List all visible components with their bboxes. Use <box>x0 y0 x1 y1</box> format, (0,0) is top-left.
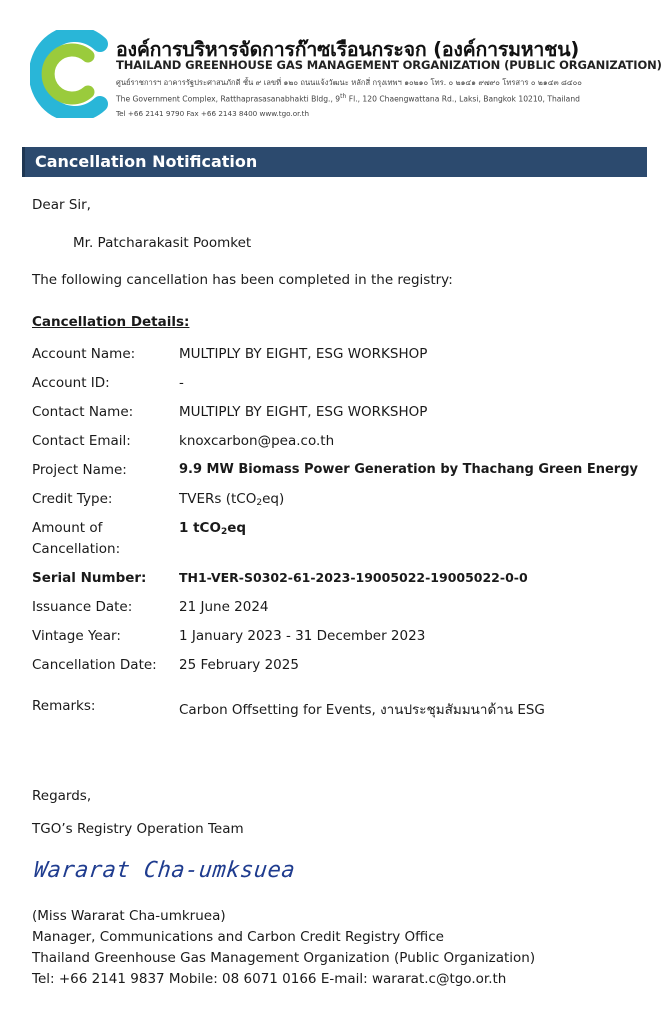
recipient-name: Mr. Patcharakasit Poomket <box>73 235 252 251</box>
remarks-label: Remarks: <box>32 698 96 714</box>
intro-text: The following cancellation has been completed in the registry: <box>32 272 453 288</box>
credit-type-label: Credit Type: <box>32 491 113 507</box>
handwritten-signature: Wararat Cha-umksuea <box>32 858 297 883</box>
tgo-logo <box>30 30 110 118</box>
amount-label-line2: Cancellation: <box>32 541 121 557</box>
team-name: TGO’s Registry Operation Team <box>32 821 244 837</box>
amount-label-line1: Amount of <box>32 520 103 536</box>
contact-name-value: MULTIPLY BY EIGHT, ESG WORKSHOP <box>179 404 428 420</box>
credit-type-value: TVERs (tCO$_2$eq) <box>179 491 285 508</box>
account-name-label: Account Name: <box>32 346 136 362</box>
project-name-label: Project Name: <box>32 462 127 478</box>
cancellation-date-label: Cancellation Date: <box>32 657 157 673</box>
banner-title: Cancellation Notification <box>22 147 647 177</box>
contact-email-label: Contact Email: <box>32 433 131 449</box>
details-heading: Cancellation Details: <box>32 314 190 330</box>
vintage-year-label: Vintage Year: <box>32 628 121 644</box>
contact-line: Tel +66 2141 9790 Fax +66 2143 8400 www.tgo.or.th <box>116 109 310 118</box>
signatory-name: (Miss Wararat Cha-umkruea) <box>32 908 226 924</box>
project-name-value: 9.9 MW Biomass Power Generation by Thachang Green Energy <box>179 462 638 477</box>
amount-value: 1 tCO$_2$eq <box>179 520 247 537</box>
org-name-thai: องค์การบริหารจัดการก๊าซเรือนกระจก (องค์การมหาชน) <box>116 38 580 61</box>
account-id-value: - <box>179 375 184 391</box>
greeting: Dear Sir, <box>32 197 91 213</box>
issuance-date-value: 21 June 2024 <box>179 599 269 615</box>
org-name-english: THAILAND GREENHOUSE GAS MANAGEMENT ORGANIZATION (PUBLIC ORGANIZATION) <box>116 58 662 72</box>
contact-email-value: knoxcarbon@pea.co.th <box>179 433 335 449</box>
contact-name-label: Contact Name: <box>32 404 134 420</box>
signatory-organization: Thailand Greenhouse Gas Management Organization (Public Organization) <box>32 950 536 966</box>
address-english: The Government Complex, Ratthaprasasanabhakti Bldg., 9th Fl., 120 Chaengwattana Rd., Laksi, Bangkok 10210, Thailand <box>116 93 580 104</box>
signatory-contact: Tel: +66 2141 9837 Mobile: 08 6071 0166 E-mail: wararat.c@tgo.or.th <box>32 971 507 987</box>
address-thai: ศูนย์ราชการฯ อาคารรัฐประศาสนภักดี ชั้น ๙ เลขที่ ๑๒๐ ถนนแจ้งวัฒนะ หลักสี่ กรุงเทพฯ ๑๐๒๑๐ โทร. ๐ ๒๑๔๑ ๙๗๙๐ โทรสาร ๐ ๒๑๔๓ ๘๔๐๐ <box>116 78 582 87</box>
signatory-title: Manager, Communications and Carbon Credit Registry Office <box>32 929 444 945</box>
closing: Regards, <box>32 788 92 804</box>
account-id-label: Account ID: <box>32 375 110 391</box>
serial-number-value: TH1-VER-S0302-61-2023-19005022-19005022-0-0 <box>179 570 528 585</box>
issuance-date-label: Issuance Date: <box>32 599 133 615</box>
vintage-year-value: 1 January 2023 - 31 December 2023 <box>179 628 426 644</box>
serial-number-label: Serial Number: <box>32 570 147 586</box>
cancellation-date-value: 25 February 2025 <box>179 657 299 673</box>
account-name-value: MULTIPLY BY EIGHT, ESG WORKSHOP <box>179 346 428 362</box>
remarks-value: Carbon Offsetting for Events, งานประชุมสัมมนาด้าน ESG <box>179 702 545 718</box>
